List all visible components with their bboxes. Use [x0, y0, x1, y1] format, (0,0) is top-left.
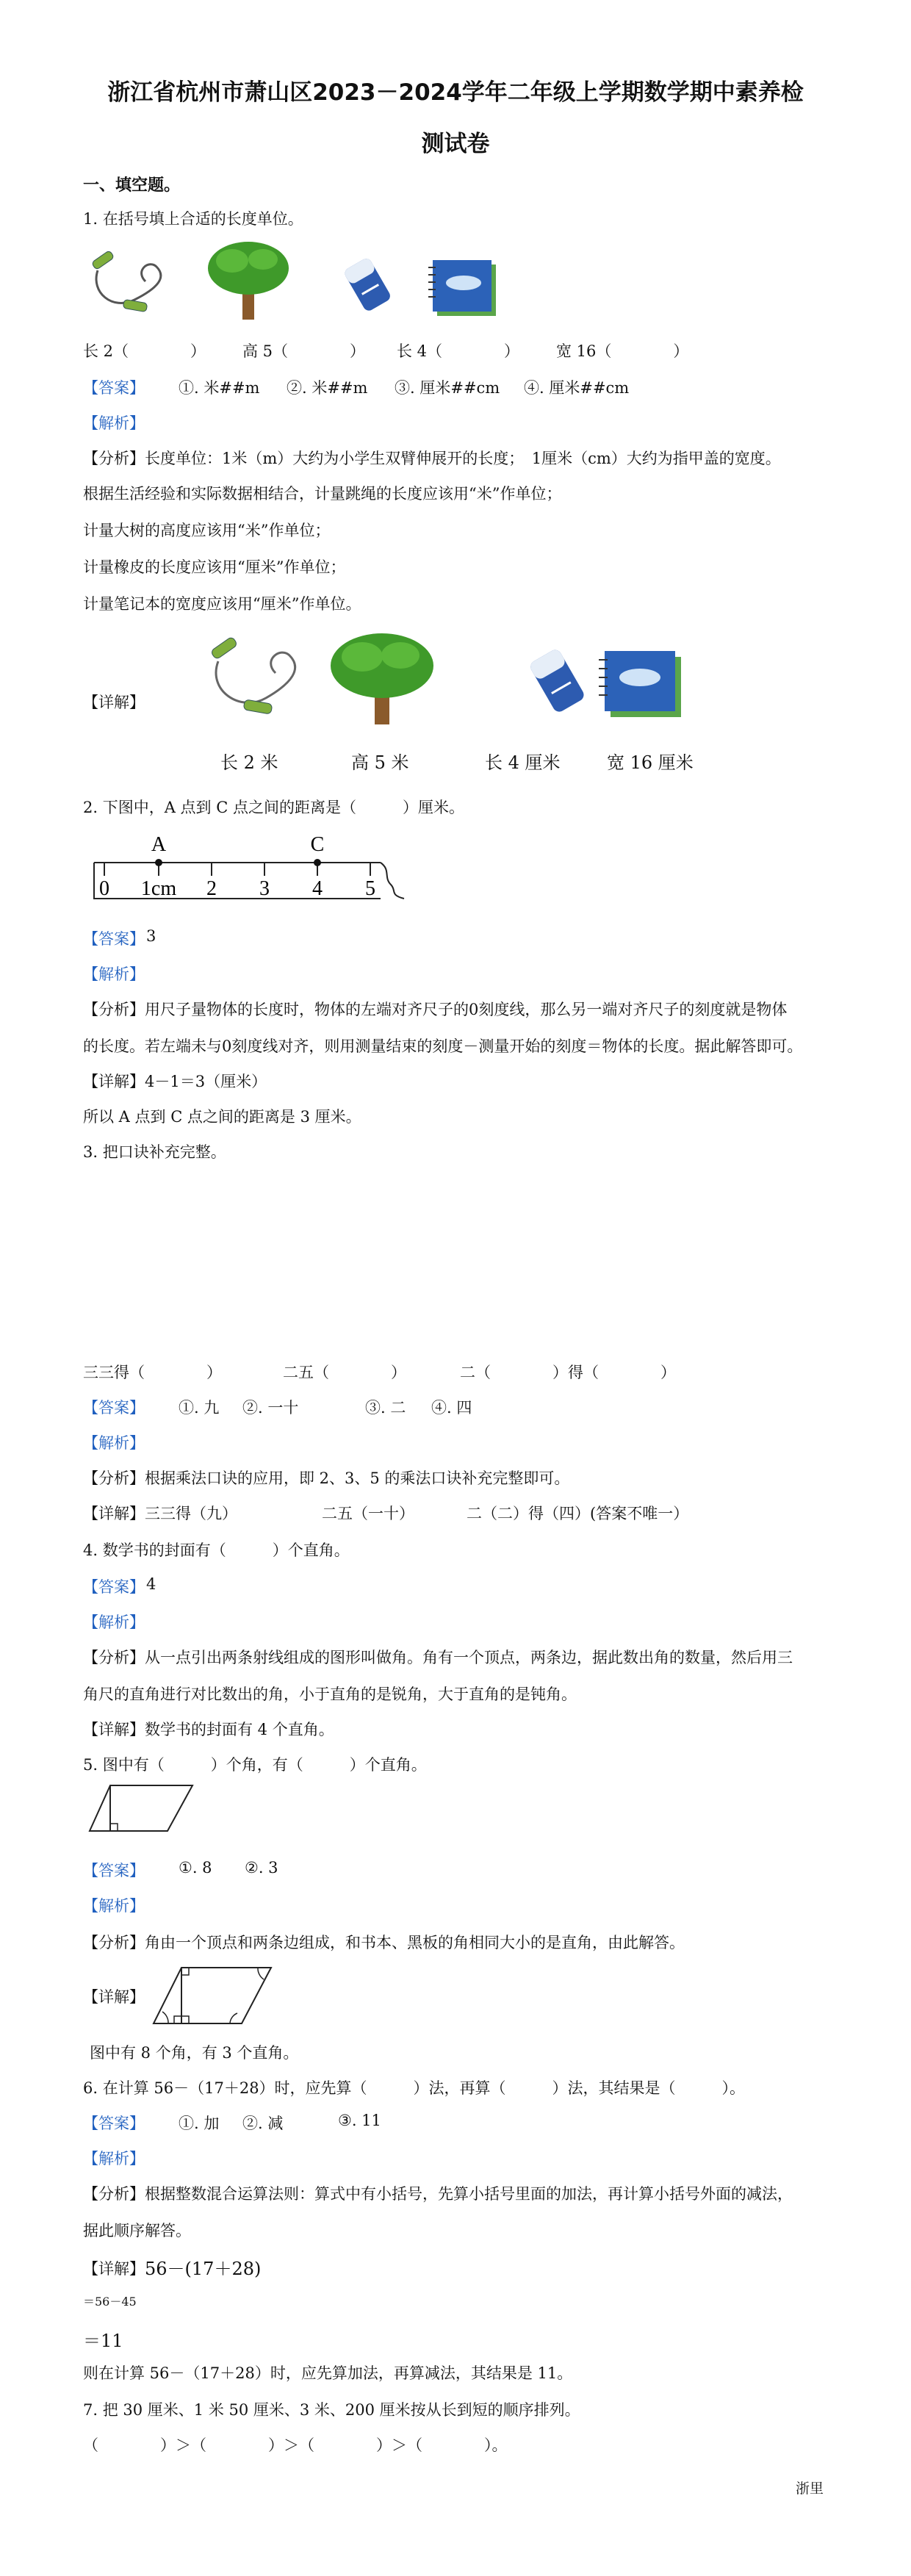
q1-answer-1: ①. 米##m — [179, 379, 260, 397]
q6-detail-label: 【详解】 — [83, 2260, 145, 2278]
q1-analysis-5: 计量笔记本的宽度应该用“厘米”作单位。 — [83, 595, 361, 613]
q7-blanks: （ ）＞（ ）＞（ ）＞（ ）。 — [83, 2436, 508, 2454]
q6-answer-1: ①. 加 — [179, 2115, 220, 2132]
eraser-icon — [342, 253, 393, 316]
page-title: 浙江省杭州市萧山区2023－2024学年二年级上学期数学期中素养检 — [107, 79, 804, 106]
answer-label: 【答案】 — [83, 1862, 145, 1879]
q3-answer-1: ①. 九 — [179, 1399, 220, 1417]
q6-conclusion: 则在计算 56－（17＋28）时，应先算加法，再算减法，其结果是 11。 — [83, 2364, 573, 2382]
q5-conclusion: 图中有 8 个角，有 3 个直角。 — [90, 2044, 299, 2062]
ruler-point-a: A — [151, 833, 167, 856]
q1-blank-2: 高 5（ ） — [242, 342, 366, 360]
q1-answer-4: ④. 厘米##cm — [524, 379, 630, 397]
q1-caption-1: 长 2 米 — [220, 752, 278, 773]
page-footer: 浙里 — [796, 2480, 824, 2497]
q3-blank-3: 二（ ）得（ ） — [460, 1364, 676, 1381]
q3-analysis: 【分析】根据乘法口诀的应用，即 2、3、5 的乘法口诀补充完整即可。 — [83, 1469, 570, 1487]
q1-analysis-3: 计量大树的高度应该用“米”作单位； — [83, 522, 331, 539]
analysis-label: 【解析】 — [83, 414, 145, 432]
q2-detail: 【详解】4－1＝3（厘米） — [83, 1073, 267, 1090]
ruler-tick-label: 3 — [259, 877, 270, 900]
q6-analysis-1: 【分析】根据整数混合运算法则：算式中有小括号，先算小括号里面的加法，再计算小括号外面的减法， — [83, 2185, 793, 2203]
q5-analysis: 【分析】角由一个顶点和两条边组成，和书本、黑板的角相同大小的是直角，由此解答。 — [83, 1934, 685, 1951]
question-5-text: 5. 图中有（ ）个角，有（ ）个直角。 — [83, 1756, 427, 1774]
question-3-text: 3. 把口诀补充完整。 — [83, 1143, 226, 1161]
q6-step-2: ＝11 — [83, 2331, 123, 2351]
answer-label: 【答案】 — [83, 1399, 145, 1417]
q1-detail-label: 【详解】 — [83, 694, 145, 711]
q2-answer: 3 — [146, 927, 156, 945]
question-6-text: 6. 在计算 56－（17＋28）时，应先算（ ）法，再算（ ）法，其结果是（ ）。 — [83, 2079, 746, 2097]
q3-detail-2: 二五（一十） — [322, 1505, 414, 1522]
q3-detail-1: 【详解】三三得（九） — [83, 1505, 237, 1522]
ruler-tick-label: 4 — [312, 877, 323, 900]
analysis-label: 【解析】 — [83, 1434, 145, 1452]
q3-answer-3: ③. 二 — [365, 1399, 406, 1417]
q6-analysis-2: 据此顺序解答。 — [83, 2222, 191, 2239]
q1-analysis-2: 根据生活经验和实际数据相结合，计量跳绳的长度应该用“米”作单位； — [83, 485, 562, 503]
parallelogram-figure — [87, 1780, 197, 1838]
q5-detail-label: 【详解】 — [83, 1988, 145, 2006]
q5-answer-1: ①. 8 — [179, 1859, 212, 1877]
question-1-text: 1. 在括号填上合适的长度单位。 — [83, 210, 303, 228]
answer-label: 【答案】 — [83, 2115, 145, 2132]
jump-rope-icon — [83, 248, 179, 322]
answer-label: 【答案】 — [83, 379, 145, 397]
question-4-text: 4. 数学书的封面有（ ）个直角。 — [83, 1541, 350, 1559]
q6-answer-3: ③. 11 — [338, 2112, 381, 2129]
ruler-diagram — [88, 823, 419, 907]
ruler-tick-label: 0 — [99, 877, 109, 900]
analysis-label: 【解析】 — [83, 1613, 145, 1631]
q1-blank-1: 长 2（ ） — [83, 342, 206, 360]
q3-detail-3: 二（二）得（四）(答案不唯一） — [467, 1505, 689, 1522]
q1-analysis-1: 【分析】长度单位：1米（m）大约为小学生双臂伸展开的长度； 1厘米（cm）大约为指甲盖的宽度。 — [83, 450, 781, 467]
ruler-tick-label: 5 — [365, 877, 375, 900]
q1-blank-3: 长 4（ ） — [397, 342, 520, 360]
page-title-line2: 测试卷 — [421, 131, 490, 157]
section-heading: 一、填空题。 — [83, 176, 181, 195]
ruler-point-c: C — [310, 833, 325, 856]
answer-label: 【答案】 — [83, 1578, 145, 1596]
q1-caption-2: 高 5 米 — [351, 752, 409, 773]
q3-blank-1: 三三得（ ） — [83, 1364, 222, 1381]
q1-analysis-4: 计量橡皮的长度应该用“厘米”作单位； — [83, 558, 346, 576]
parallelogram-figure-annotated — [151, 1960, 276, 2034]
q3-answer-4: ④. 四 — [431, 1399, 472, 1417]
q3-blank-2: 二五（ ） — [283, 1364, 406, 1381]
q5-answer-2: ②. 3 — [245, 1859, 278, 1877]
q4-analysis-1: 【分析】从一点引出两条射线组成的图形叫做角。角有一个顶点，两条边，据此数出角的数量，然后用三 — [83, 1649, 793, 1666]
jump-rope-icon — [200, 632, 310, 720]
q6-step-1: ＝56－45 — [83, 2295, 137, 2309]
tree-icon — [327, 630, 437, 726]
question-7-text: 7. 把 30 厘米、1 米 50 厘米、3 米、200 厘米按从长到短的顺序排列。 — [83, 2401, 580, 2419]
ruler-tick-label: 1cm — [140, 877, 177, 900]
q1-answer-3: ③. 厘米##cm — [395, 379, 500, 397]
analysis-label: 【解析】 — [83, 1897, 145, 1915]
analysis-label: 【解析】 — [83, 2150, 145, 2167]
notebook-icon — [422, 250, 511, 323]
q4-analysis-2: 角尺的直角进行对比数出的角，小于直角的是锐角，大于直角的是钝角。 — [83, 1685, 577, 1703]
q2-analysis-2: 的长度。若左端未与0刻度线对齐，则用测量结束的刻度－测量开始的刻度＝物体的长度。据此解答即可。 — [83, 1037, 803, 1055]
analysis-label: 【解析】 — [83, 965, 145, 983]
q1-caption-3: 长 4 厘米 — [485, 752, 561, 773]
q2-analysis-1: 【分析】用尺子量物体的长度时，物体的左端对齐尺子的0刻度线，那么另一端对齐尺子的刻度就是物体 — [83, 1001, 788, 1018]
q3-answer-2: ②. 一十 — [242, 1399, 299, 1417]
ruler-tick-label: 2 — [206, 877, 217, 900]
q2-conclusion: 所以 A 点到 C 点之间的距离是 3 厘米。 — [83, 1108, 361, 1126]
q4-answer: 4 — [146, 1575, 156, 1593]
q4-detail: 【详解】数学书的封面有 4 个直角。 — [83, 1721, 334, 1738]
question-2-text: 2. 下图中，A 点到 C 点之间的距离是（ ）厘米。 — [83, 799, 464, 816]
q1-blank-4: 宽 16（ ） — [556, 342, 689, 360]
q1-caption-4: 宽 16 厘米 — [607, 752, 694, 773]
answer-label: 【答案】 — [83, 930, 145, 948]
notebook-icon — [591, 639, 694, 724]
tree-icon — [204, 239, 292, 323]
q6-answer-2: ②. 减 — [242, 2115, 284, 2132]
q6-detail-expression: 56－(17＋28) — [145, 2259, 262, 2279]
eraser-icon — [527, 645, 586, 719]
q1-answer-2: ②. 米##m — [287, 379, 368, 397]
